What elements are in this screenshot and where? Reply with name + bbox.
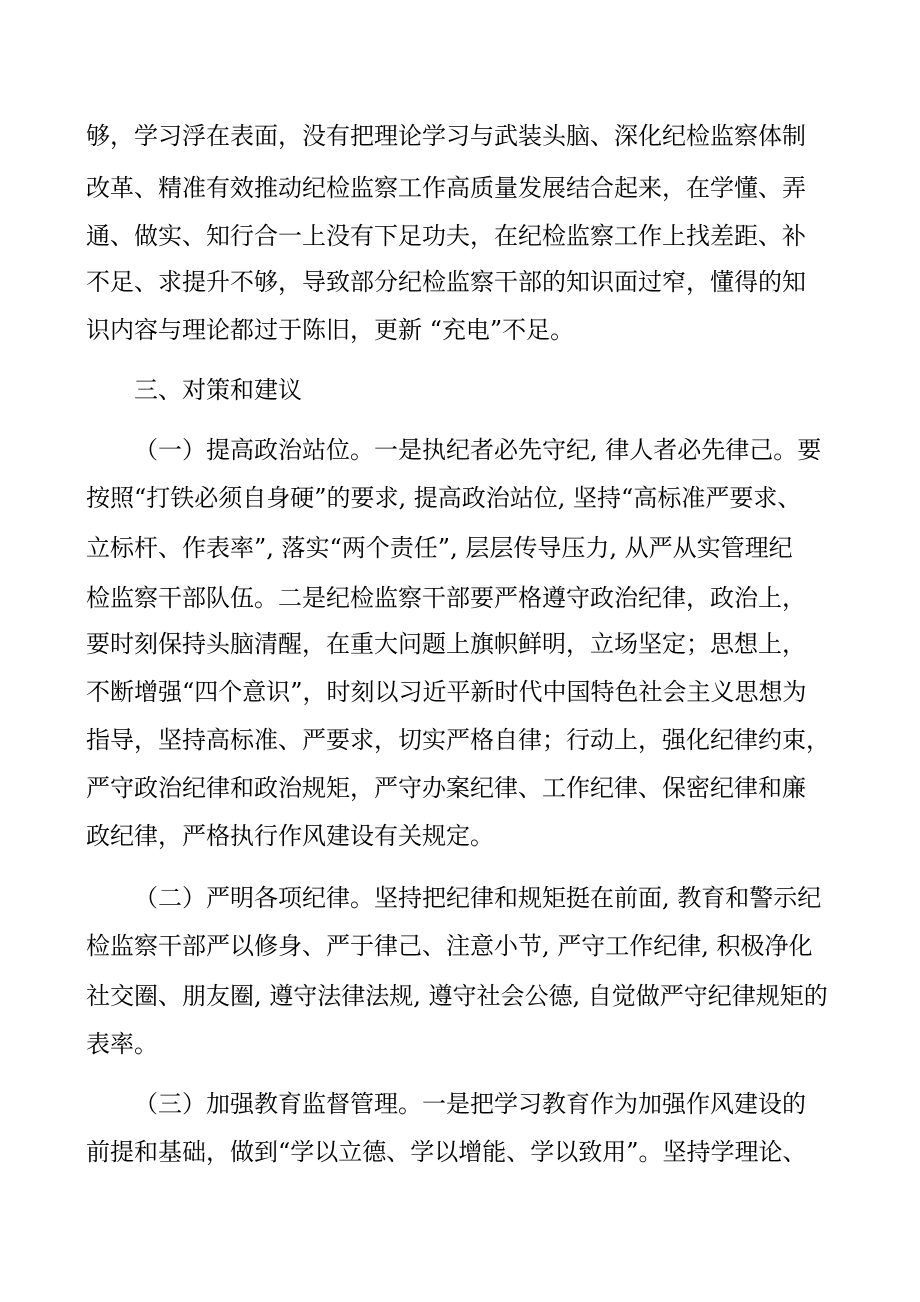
paragraph-line: （三）加强教育监督管理。一是把学习教育作为加强作风建设的 bbox=[134, 1090, 806, 1118]
paragraph-line: （一）提高政治站位。一是执纪者必先守纪, 律人者必先律己。要 bbox=[134, 436, 822, 464]
paragraph-line: 社交圈、朋友圈, 遵守法律法规, 遵守社会公德, 自觉做严守纪律规矩的 bbox=[86, 982, 828, 1010]
paragraph-line: 检监察干部严以修身、严于律己、注意小节, 严守工作纪律, 积极净化 bbox=[86, 932, 813, 960]
section-heading: 三、对策和建议 bbox=[134, 376, 302, 404]
paragraph-line: 立标杆、作表率”, 落实“两个责任”, 层层传导压力, 从严从实管理纪 bbox=[86, 534, 793, 562]
paragraph-line: 识内容与理论都过于陈旧，更新 “充电”不足。 bbox=[86, 316, 575, 344]
paragraph-line: 要时刻保持头脑清醒，在重大问题上旗帜鲜明，立场坚定；思想上， bbox=[86, 630, 806, 658]
paragraph-line: （二）严明各项纪律。坚持把纪律和规矩挺在前面, 教育和警示纪 bbox=[134, 884, 822, 912]
paragraph-line: 指导，坚持高标准、严要求，切实严格自律；行动上，强化纪律约束， bbox=[86, 726, 830, 754]
paragraph-line: 通、做实、知行合一上没有下足功夫，在纪检监察工作上找差距、补 bbox=[86, 222, 806, 250]
paragraph-line: 政纪律，严格执行作风建设有关规定。 bbox=[86, 822, 494, 850]
paragraph-line: 检监察干部队伍。二是纪检监察干部要严格遵守政治纪律，政治上， bbox=[86, 584, 806, 612]
paragraph-line: 够，学习浮在表面，没有把理论学习与武装头脑、深化纪检监察体制 bbox=[86, 122, 806, 150]
paragraph-line: 不足、求提升不够，导致部分纪检监察干部的知识面过窄，懂得的知 bbox=[86, 268, 806, 296]
paragraph-line: 前提和基础，做到“学以立德、学以增能、学以致用”。坚持学理论、 bbox=[86, 1138, 807, 1166]
paragraph-line: 不断增强“四个意识”，时刻以习近平新时代中国特色社会主义思想为 bbox=[86, 678, 807, 706]
paragraph-line: 严守政治纪律和政治规矩，严守办案纪律、工作纪律、保密纪律和廉 bbox=[86, 774, 806, 802]
paragraph-line: 表率。 bbox=[86, 1030, 158, 1058]
paragraph-line: 按照“打铁必须自身硬”的要求, 提高政治站位, 坚持“高标准严要求、 bbox=[86, 484, 802, 512]
paragraph-line: 改革、精准有效推动纪检监察工作高质量发展结合起来，在学懂、弄 bbox=[86, 174, 806, 202]
